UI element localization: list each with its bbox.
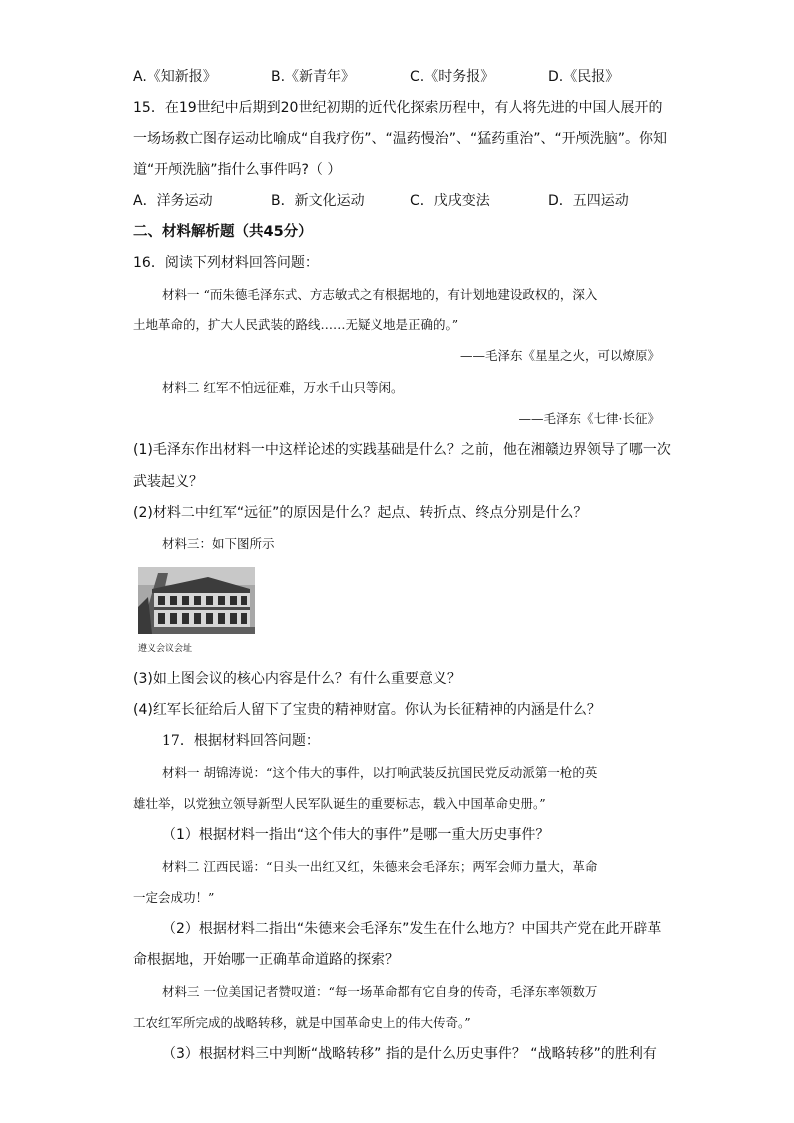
section-title: 二、材料解析题（共45分） — [133, 224, 313, 240]
q16-material3: 材料三：如下图所示 — [162, 536, 275, 551]
q16-material2: 材料二 红军不怕远征难，万水千山只等闲。 — [162, 380, 404, 395]
q15-option-c[interactable]: C．戊戌变法 — [410, 193, 490, 209]
q16-sub1-line1: (1)毛泽东作出材料一中这样论述的实践基础是什么？之前，他在湘赣边界领导了哪一次 — [133, 442, 671, 458]
q15-option-a[interactable]: A．洋务运动 — [133, 193, 213, 209]
q15-stem-line3: 道“开颅洗脑”指什么事件吗?（ ） — [133, 162, 342, 178]
q15-stem-line1: 15．在19世纪中后期到20世纪初期的近代化探索历程中，有人将先进的中国人展开的 — [133, 100, 663, 116]
q17-material2-line1: 材料二 江西民谣：“日头一出红又红，朱德来会毛泽东；两军会师力量大，革命 — [162, 859, 598, 874]
q16-sub2: (2)材料二中红军“远征”的原因是什么？起点、转折点、终点分别是什么？ — [133, 505, 588, 521]
q14-option-c[interactable]: C.《时务报》 — [410, 69, 495, 85]
zunyi-site-photo — [138, 567, 255, 634]
q16-material1-line1: 材料一 “而朱德毛泽东式、方志敏式之有根据地的，有计划地建设政权的，深入 — [162, 287, 598, 302]
q14-option-b[interactable]: B.《新青年》 — [271, 69, 356, 85]
q17-intro: 17．根据材料回答问题： — [162, 733, 320, 749]
q17-material1-line1: 材料一 胡锦涛说：“这个伟大的事件，以打响武装反抗国民党反动派第一枪的英 — [162, 765, 598, 780]
q17-material3-line1: 材料三 一位美国记者赞叹道：“每一场革命都有它自身的传奇，毛泽东率领数万 — [162, 984, 598, 999]
q16-sub1-line2: 武装起义？ — [133, 474, 203, 490]
q16-intro: 16．阅读下列材料回答问题： — [133, 255, 319, 271]
q16-sub3: (3)如上图会议的核心内容是什么？有什么重要意义？ — [133, 671, 461, 687]
photo-caption: 遵义会议会址 — [138, 644, 193, 654]
q16-material1-line2: 土地革命的，扩大人民武装的路线……无疑义地是正确的。” — [133, 317, 459, 332]
q17-material1-line2: 雄壮举，以党独立领导新型人民军队诞生的重要标志，载入中国革命史册。” — [133, 796, 546, 811]
q17-material2-line2: 一定会成功！” — [133, 890, 215, 905]
q14-option-d[interactable]: D.《民报》 — [548, 69, 620, 85]
q16-material2-source: ——毛泽东《七律·长征》 — [518, 411, 660, 426]
q17-sub1: （1）根据材料一指出“这个伟大的事件”是哪一重大历史事件？ — [162, 827, 550, 843]
q17-material3-line2: 工农红军所完成的战略转移，就是中国革命史上的伟大传奇。” — [133, 1015, 471, 1030]
building-illustration — [138, 567, 255, 634]
q16-sub4: (4)红军长征给后人留下了宝贵的精神财富。你认为长征精神的内涵是什么？ — [133, 702, 601, 718]
q15-option-b[interactable]: B．新文化运动 — [271, 193, 365, 209]
q17-sub3: （3）根据材料三中判断“战略转移” 指的是什么历史事件？ “战略转移”的胜利有 — [162, 1046, 657, 1062]
q16-material1-source: ——毛泽东《星星之火，可以燎原》 — [459, 348, 660, 363]
q15-option-d[interactable]: D．五四运动 — [548, 193, 629, 209]
q17-sub2-line1: （2）根据材料二指出“朱德来会毛泽东”发生在什么地方？中国共产党在此开辟革 — [162, 921, 662, 937]
q17-sub2-line2: 命根据地，开始哪一正确革命道路的探索？ — [133, 952, 399, 968]
q15-stem-line2: 一场场救亡图存运动比喻成“自我疗伤”、“温药慢治”、“猛药重治”、“开颅洗脑”。你知 — [133, 131, 668, 147]
q14-option-a[interactable]: A.《知新报》 — [133, 69, 217, 85]
